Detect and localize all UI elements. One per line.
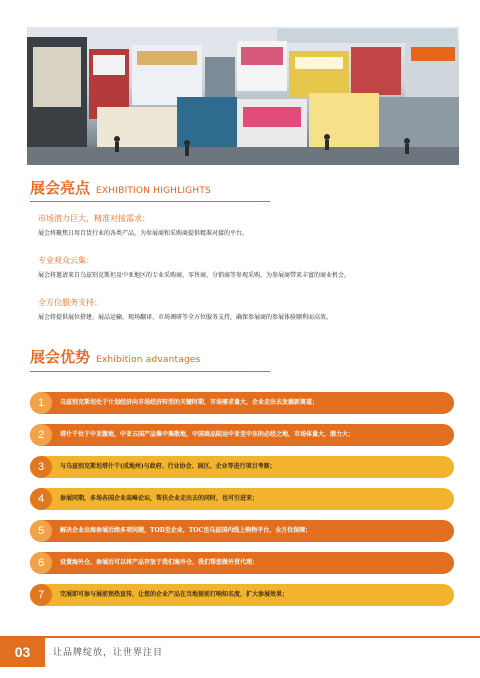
advantage-item-1 xyxy=(30,392,454,414)
advantage-text-3: 与乌兹别克斯坦塔什干(成地州)与政府、行业协会、园区、企业等进行项目考察； xyxy=(60,463,276,470)
exhibition-hall-illustration xyxy=(27,27,459,165)
advantage-number-1: 1 xyxy=(30,392,52,414)
advantage-item-4 xyxy=(30,488,454,510)
footer-slogan: 让品牌绽放，让世界注目 xyxy=(53,648,164,658)
advantage-text-6: 设置海外仓，参展后可以将产品存放于我们海外仓，我们帮您做外贸代理； xyxy=(60,559,259,566)
advantage-number-5: 5 xyxy=(30,520,52,542)
advantage-number-4: 4 xyxy=(30,488,52,510)
advantage-item-3 xyxy=(30,456,454,478)
footer-divider xyxy=(0,636,480,638)
highlight-body-2: 展会将邀请来自乌兹别克斯坦及中亚地区的专业采购商、零售商、分销商等参观采购，为参展商带来丰富的商业机会。 xyxy=(38,272,351,279)
page-number: 03 xyxy=(0,637,45,667)
advantage-item-2 xyxy=(30,424,454,446)
highlight-body-3: 展会将提供展位搭建、展品运输、现场翻译、市场调研等全方位服务支持，确保参展商的参展体验顺利而高效。 xyxy=(38,314,333,321)
advantage-text-7: 完展即可参与展前预热宣传，让您的企业产品在当地提前打响知名度，扩大参展效果； xyxy=(60,591,289,598)
advantage-text-2: 塔什干位于中亚腹地，中亚五国产品集中集散地，中国商品陆运中亚至中东的必经之地，市场体量大，潜力大； xyxy=(60,431,355,438)
advantage-item-5 xyxy=(30,520,454,542)
advantage-number-7: 7 xyxy=(30,584,52,606)
highlight-body-1: 展会将聚焦日用百货行业的各类产品，为参展商和采购商提供精准对接的平台。 xyxy=(38,230,249,237)
advantage-item-7 xyxy=(30,584,454,606)
highlights-title-en: EXHIBITION HIGHLIGHTS xyxy=(96,186,211,196)
advantage-text-1: 乌兹别克斯坦处于计划经济向市场经济转型的关键时期，市场需求量大，企业走出去发掘新赛道； xyxy=(60,399,319,406)
advantage-number-6: 6 xyxy=(30,552,52,574)
advantages-divider xyxy=(30,371,270,372)
highlight-heading-3: 全方位服务支持： xyxy=(38,298,102,307)
advantages-title-cn: 展会优势 xyxy=(30,348,91,366)
advantage-text-5: 解决企业出海参展后续多项问题，TOB至企业，TOC至乌兹国内线上购物平台，全方位保障； xyxy=(60,527,312,534)
highlights-title-cn: 展会亮点 xyxy=(30,179,91,197)
highlights-title xyxy=(30,177,211,198)
highlight-heading-2: 专业观众云集： xyxy=(38,256,94,265)
advantage-item-6 xyxy=(30,552,454,574)
advantages-title xyxy=(30,346,201,367)
highlights-divider xyxy=(30,201,270,202)
highlight-heading-1: 市场潜力巨大，精准对接需求： xyxy=(38,214,150,223)
exhibition-hall-photo xyxy=(27,27,459,165)
advantage-text-4: 参展同期，多场各国企业高峰论坛，帮扶企业走出去的同时，也可引进来； xyxy=(60,495,259,502)
advantages-title-en: Exhibition advantages xyxy=(96,355,201,365)
advantage-number-3: 3 xyxy=(30,456,52,478)
advantage-number-2: 2 xyxy=(30,424,52,446)
